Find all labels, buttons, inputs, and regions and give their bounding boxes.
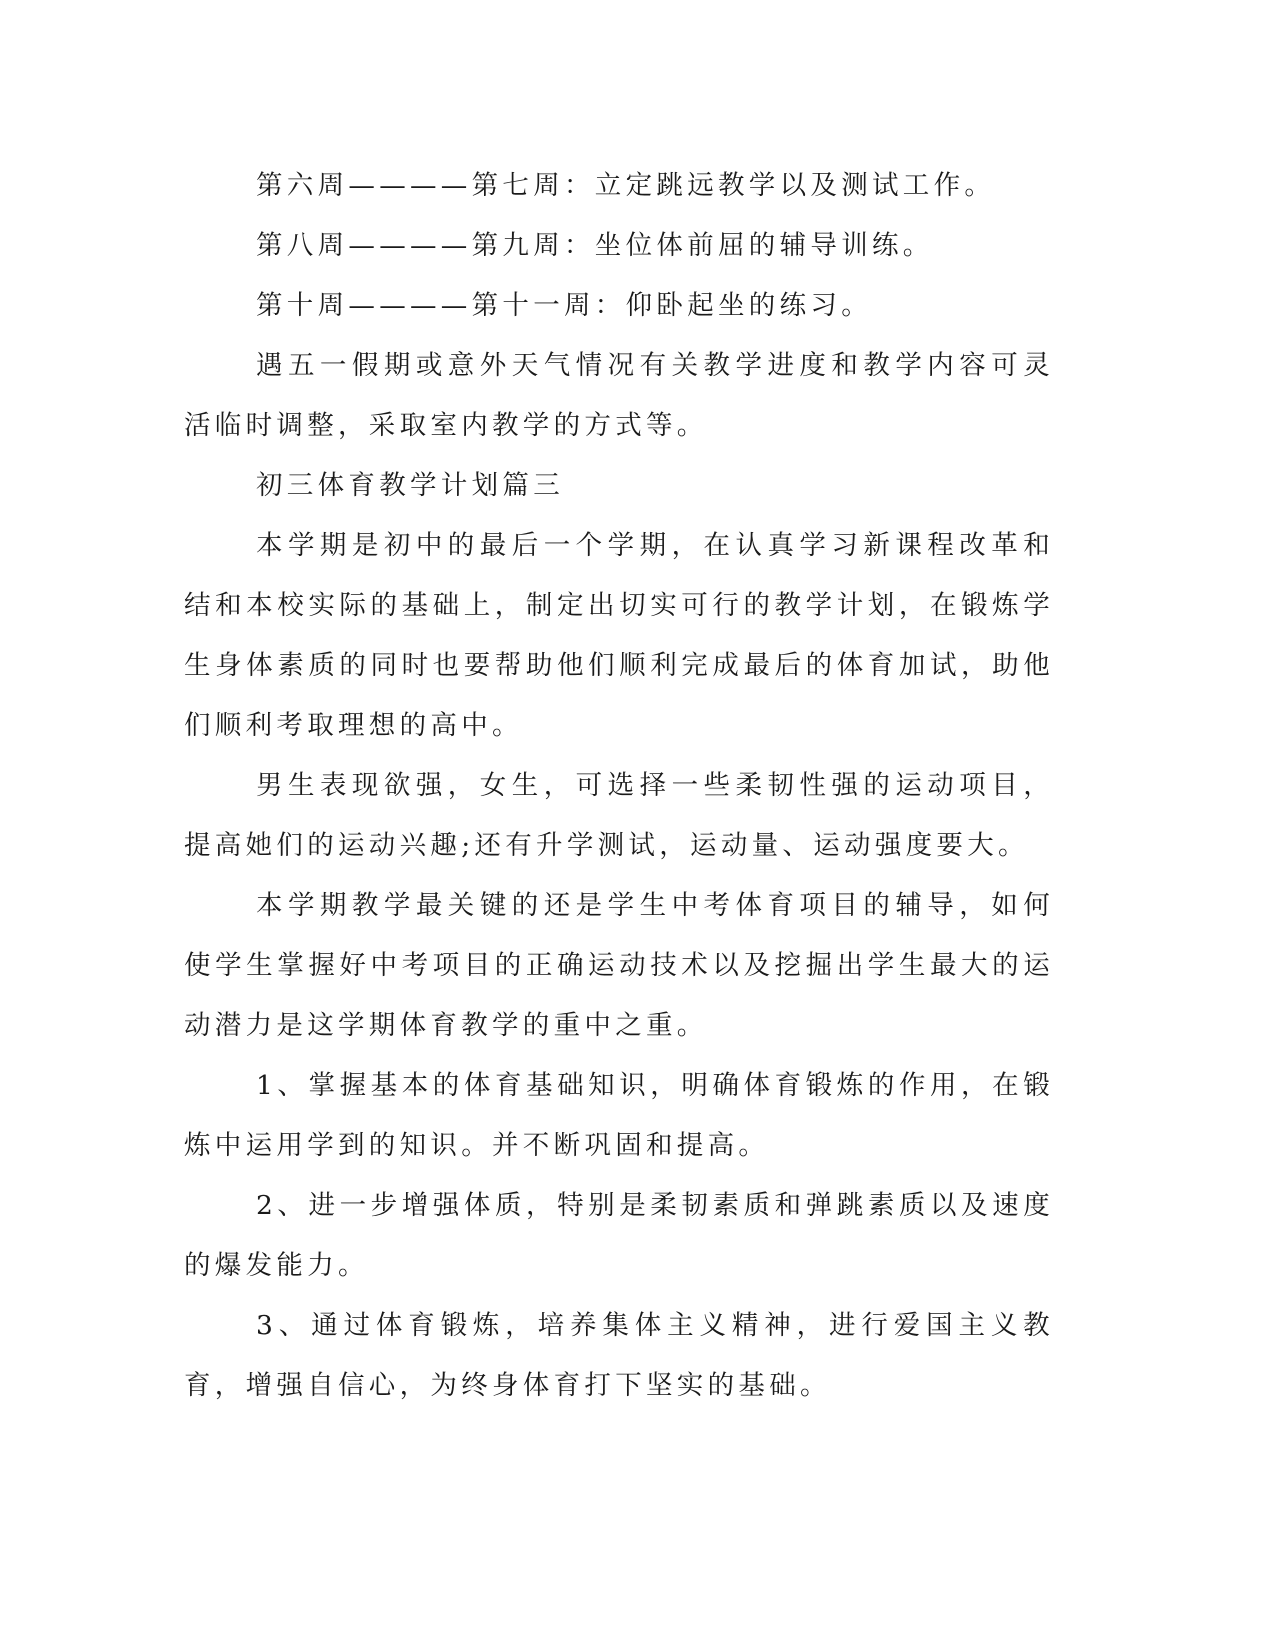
paragraph-week-6-7: 第六周————第七周：立定跳远教学以及测试工作。 [256, 170, 996, 201]
paragraph-week-10-11: 第十周————第十一周：仰卧起坐的练习。 [256, 290, 872, 321]
paragraph-key-focus: 本学期教学最关键的还是学生中考体育项目的辅导，如何使学生掌握好中考项目的正确运动技术以及挖掘出学生最大的运动潜力是这学期体育教学的重中之重。 [184, 890, 1054, 1041]
document-body [184, 156, 1054, 1416]
paragraph-goal-2: 2、进一步增强体质，特别是柔韧素质和弹跳素质以及速度的爆发能力。 [184, 1190, 1054, 1281]
paragraph-week-8-9: 第八周————第九周：坐位体前屈的辅导训练。 [256, 230, 934, 261]
paragraph-student-analysis: 男生表现欲强，女生，可选择一些柔韧性强的运动项目，提高她们的运动兴趣;还有升学测试，运动量、运动强度要大。 [184, 770, 1054, 861]
paragraph-goal-1: 1、掌握基本的体育基础知识，明确体育锻炼的作用，在锻炼中运用学到的知识。并不断巩固和提高。 [184, 1070, 1054, 1161]
paragraph-holiday-adjustment: 遇五一假期或意外天气情况有关教学进度和教学内容可灵活临时调整，采取室内教学的方式等。 [184, 350, 1054, 441]
paragraph-goal-3: 3、通过体育锻炼，培养集体主义精神，进行爱国主义教育，增强自信心，为终身体育打下坚实的基础。 [184, 1310, 1054, 1401]
paragraph-semester-intro: 本学期是初中的最后一个学期，在认真学习新课程改革和结和本校实际的基础上，制定出切实可行的教学计划，在锻炼学生身体素质的同时也要帮助他们顺利完成最后的体育加试，助他们顺利考取理想的高中。 [184, 530, 1054, 741]
section-heading: 初三体育教学计划篇三 [256, 470, 564, 501]
